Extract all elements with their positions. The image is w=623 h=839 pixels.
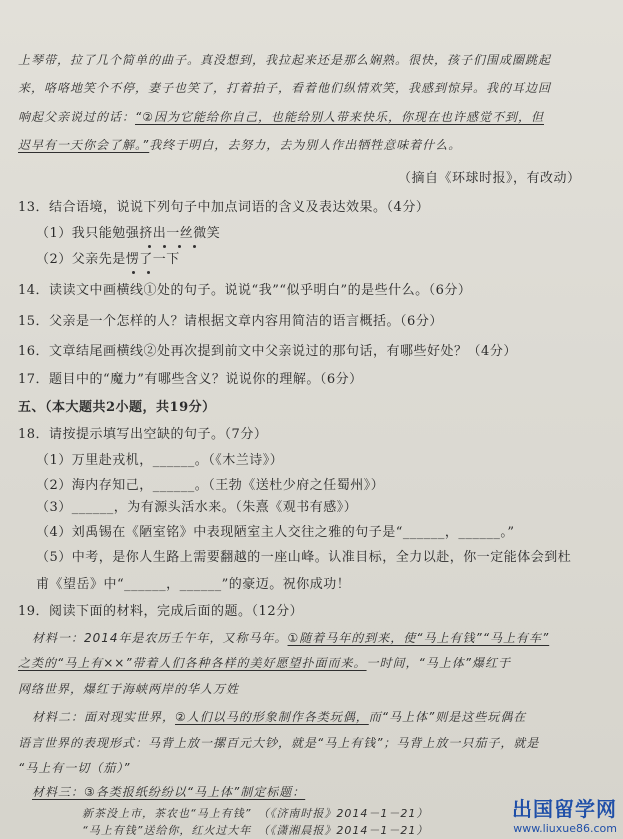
passage-line-1: 上琴带，拉了几个简单的曲子。真没想到，我拉起来还是那么娴熟。很快，孩子们围成圈跳起 <box>18 53 552 67</box>
material-2-line-3: “马上有一切（茄）” <box>18 761 131 775</box>
question-17: 17．题目中的“魔力”有哪些含义？说说你的理解。（6分） <box>18 372 363 387</box>
material-1-text: 一时间，“马上体”爆红于 <box>366 656 511 670</box>
question-13-item-2: （2）父亲先是愣了一下 <box>36 252 180 267</box>
underlined-sentence-m1-cont: 之类的“马上有××”带着人们各种各样的美好愿望扑面而来。 <box>18 656 367 670</box>
emphasis-dot <box>147 271 150 274</box>
material-2-line-1 <box>32 709 526 725</box>
question-18-item-5-cont: 甫《望岳》中“______，______”的豪迈。祝你成功！ <box>36 577 351 592</box>
watermark <box>512 793 617 835</box>
question-16: 16．文章结尾画横线②处再次提到前文中父亲说过的那句话，有哪些好处？（4分） <box>18 344 517 359</box>
emphasis-dot <box>193 245 196 248</box>
question-13-item-1: （1）我只能勉强挤出一丝微笑 <box>36 226 221 241</box>
question-15: 15．父亲是一个怎样的人？请根据文章内容用简洁的语言概括。（6分） <box>18 314 443 329</box>
passage-line-2: 来，咯咯地笑个不停，妻子也笑了，打着拍子，看着他们纵情欢笑，我感到惊异。我的耳边回 <box>18 81 552 95</box>
underlined-sentence-m1: ①随着马年的到来，使“马上有钱”“马上有车” <box>287 631 550 645</box>
material-2-intro: 材料二：面对现实世界， <box>32 710 176 724</box>
passage-line-4-text: 我终于明白，去努力，去为别人作出牺牲意味着什么。 <box>149 138 462 152</box>
question-18-item-3: （3）______，为有源头活水来。（朱熹《观书有感》） <box>36 500 358 515</box>
material-1-line-1 <box>32 630 549 646</box>
underlined-sentence-2-part1: “②因为它能给你自己，也能给别人带来快乐，你现在也许感觉不到，但 <box>135 110 544 124</box>
question-18-item-4: （4）刘禹锡在《陋室铭》中表现陋室主人交往之雅的句子是“______，______。” <box>36 525 515 540</box>
question-18-item-5: （5）中考，是你人生路上需要翻越的一座山峰。认准目标，全力以赴，你一定能体会到杜 <box>36 550 572 565</box>
material-3-line-1: 材料三：③各类报纸纷纷以“马上体”制定标题： <box>32 785 306 799</box>
emphasis-dot <box>178 245 181 248</box>
emphasis-dot <box>148 245 151 248</box>
material-1-line-2 <box>18 655 511 671</box>
emphasis-dot <box>163 245 166 248</box>
question-18: 18．请按提示填写出空缺的句子。（7分） <box>18 427 268 442</box>
question-18-item-1: （1）万里赴戎机，______。（《木兰诗》） <box>36 453 284 468</box>
question-13: 13．结合语境，说说下列句子中加点词语的含义及表达效果。（4分） <box>18 200 430 215</box>
watermark-url: www.liuxue86.com <box>513 822 617 835</box>
emphasis-dot <box>132 271 135 274</box>
passage-source: （摘自《环球时报》，有改动） <box>398 171 581 186</box>
question-14: 14．读读文中画横线①处的句子。说说“我”“似乎明白”的是些什么。（6分） <box>18 283 472 298</box>
material-3-headline-1: 新茶没上市，茶农也“马上有钱” （《济南时报》2014－1－21） <box>82 807 429 820</box>
section-5-heading: 五、（本大题共2小题，共19分） <box>18 400 216 415</box>
material-1-line-3: 网络世界，爆红于海峡两岸的华人万姓 <box>18 682 240 696</box>
watermark-title: 出国留学网 <box>512 797 617 821</box>
material-2-text: 而“马上体”则是这些玩偶在 <box>368 710 527 724</box>
question-18-item-2: （2）海内存知己，______。（王勃《送杜少府之任蜀州》） <box>36 478 385 493</box>
underlined-sentence-m2: ②人们以马的形象制作各类玩偶， <box>175 710 369 724</box>
passage-line-3-text: 响起父亲说过的话： <box>18 110 136 124</box>
question-19: 19．阅读下面的材料，完成后面的题。（12分） <box>18 604 304 619</box>
underlined-sentence-2-part2: 迟早有一天你会了解。” <box>18 138 150 152</box>
material-1-intro: 材料一：2014年是农历壬午年，又称马年。 <box>32 631 288 645</box>
passage-line-4 <box>18 137 461 153</box>
passage-line-3 <box>18 109 544 125</box>
material-2-line-2: 语言世界的表现形式：马背上放一摞百元大钞，就是“马上有钱”；马背上放一只茄子，就是 <box>18 736 540 750</box>
material-3-headline-2: “马上有钱”送给你，红火过大年 （《潇湘晨报》2014－1－21） <box>82 824 429 837</box>
